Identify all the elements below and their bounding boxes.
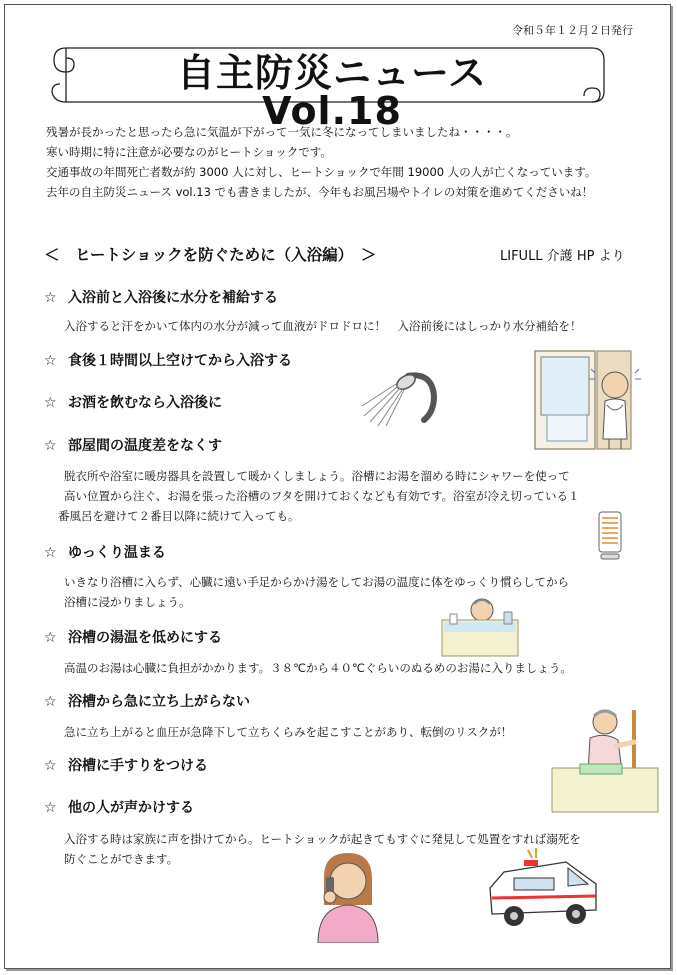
tip-heading-text: 他の人が声かけする [68,800,194,816]
star-icon: ☆ [44,800,57,816]
tip-body-line: 入浴する時は家族に声を掛けてから。ヒートショックが起きてもすぐに発見して処置をすれば溺死を [64,832,581,846]
bath-relaxing-illustration [438,594,522,660]
tip-heading [44,435,222,455]
tip-heading [44,350,292,370]
tip-heading [44,627,222,647]
ambulance-icon [484,848,602,932]
intro-line: 寒い時期に特に注意が必要なのがヒートショックです。 [46,145,332,159]
tip-heading [44,542,166,562]
tip-heading-text: お酒を飲むなら入浴後に [68,395,222,411]
tip-body-line: 防ぐことができます。 [64,852,179,866]
tip-heading-text: 浴槽に手すりをつける [68,758,208,774]
tip-body [64,572,654,612]
section-title: ＜ ヒートショックを防ぐために（入浴編） ＞ [44,246,377,264]
star-icon: ☆ [44,630,57,646]
tip-heading [44,755,208,775]
intro-line: 去年の自主防災ニュース vol.13 でも書きましたが、今年もお風呂場やトイレの対策を進めてくださいね！ [46,185,594,199]
star-icon: ☆ [44,395,57,411]
tip-body [64,316,654,336]
tip-body-line: 入浴すると汗をかいて体内の水分が減って血液がドロドロに！ 入浴前後にはしっかり水分補給を！ [64,319,582,333]
tip-body-line: いきなり浴槽に入らず、心臓に遠い手足からかけ湯をしてお湯の温度に体をゆっくり慣らしてから [64,575,569,589]
handrail-bath-illustration [550,702,662,814]
tip-body-line: 番風呂を避けて２番目以降に続けて入っても。 [58,509,300,523]
star-icon: ☆ [44,694,57,710]
tip-body [58,466,654,526]
tip-heading-text: 入浴前と入浴後に水分を補給する [68,290,278,306]
tip-heading-text: 浴槽の湯温を低めにする [68,630,222,646]
intro-line: 交通事故の年間死亡者数が約 3000 人に対し、ヒートショックで年間 19000 人の人が亡くなっています。 [46,165,597,179]
tip-heading-text: 食後１時間以上空けてから入浴する [68,353,292,369]
tip-heading [44,287,278,307]
star-icon: ☆ [44,758,57,774]
star-icon: ☆ [44,545,57,561]
tip-body-line: 高い位置から注ぐ、お湯を張った浴槽のフタを開けておくなども有効です。浴室が冷え切っている１ [64,489,580,503]
tip-heading [44,797,194,817]
tip-heading-text: ゆっくり温まる [68,545,166,561]
tip-heading-text: 浴槽から急に立ち上がらない [68,694,250,710]
tip-heading [44,691,250,711]
source-credit: LIFULL 介護 HP より [500,249,625,264]
tip-heading [44,392,222,412]
intro-text [46,122,646,202]
tip-body-line: 脱衣所や浴室に暖房器具を設置して暖かくしましょう。浴槽にお湯を溜める時にシャワーを使って [64,469,570,483]
shower-head-icon [358,368,438,428]
tip-heading-text: 部屋間の温度差をなくす [68,438,222,454]
tip-body-line: 高温のお湯は心臓に負担がかかります。３８℃から４０℃ぐらいのぬるめのお湯に入りましょう。 [64,661,572,675]
tip-body-line: 急に立ち上がると血圧が急降下して立ちくらみを起こすことがあり、転倒のリスクが！ [64,725,513,739]
page-title: 自主防災ニュース Vol.18 [176,51,527,133]
woman-phone-illustration [310,847,382,943]
intro-line: 残暑が長かったと思ったら急に気温が下がって一気に冬になってしまいましたね・・・・。 [46,125,518,139]
electric-heater-icon [596,510,624,562]
star-icon: ☆ [44,438,57,454]
star-icon: ☆ [44,353,57,369]
cold-bathroom-elderly-illustration [527,343,647,453]
issue-date: 令和５年１２月２日発行 [512,24,633,37]
tip-body-line: 浴槽に浸かりましょう。 [64,595,191,609]
star-icon: ☆ [44,290,57,306]
tip-body [64,658,654,678]
